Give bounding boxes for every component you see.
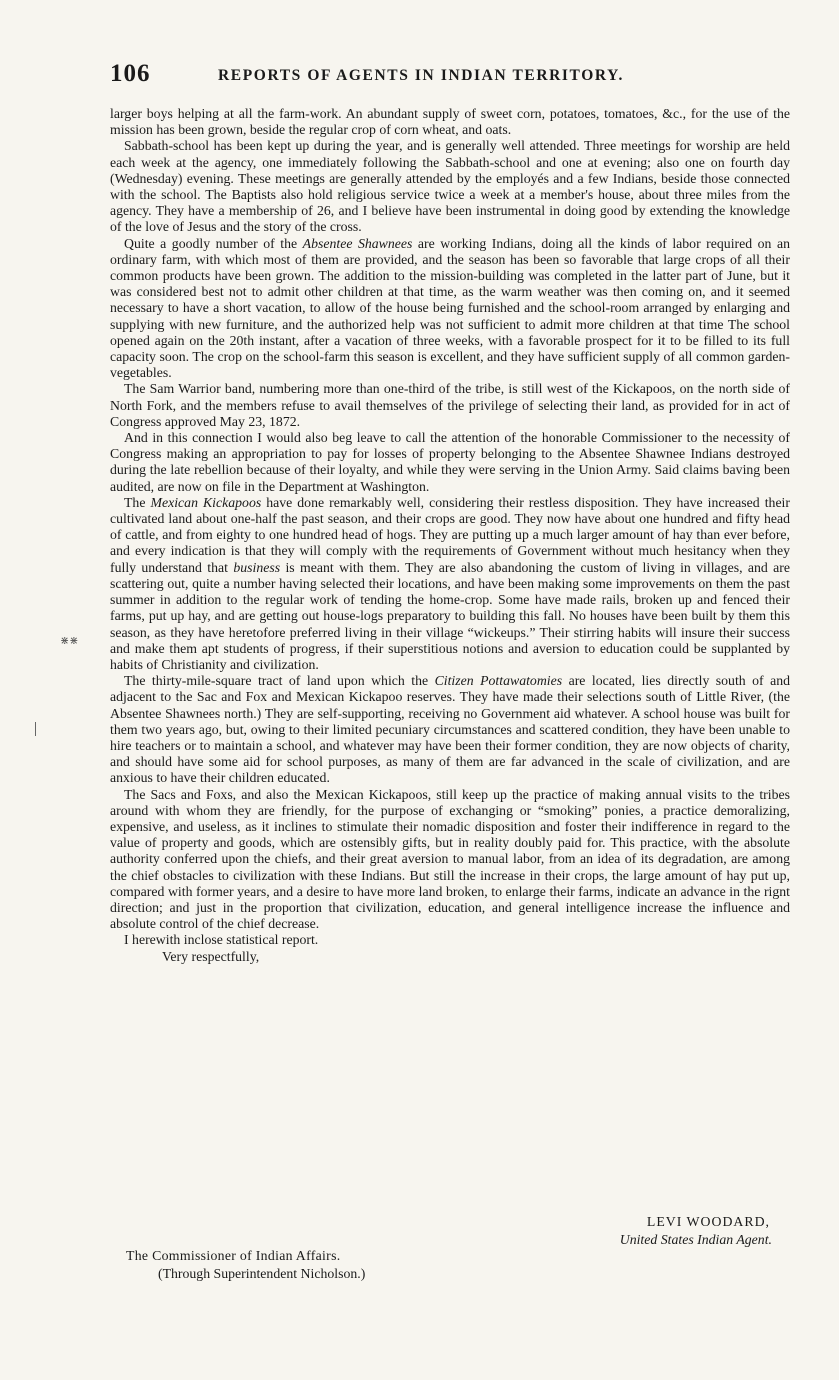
addressee-through: (Through Superintendent Nicholson.) — [158, 1266, 366, 1281]
paragraph-sacs-and-foxs: The Sacs and Foxs, and also the Mexican Kickapoos, still keep up the practice of making annual visits to the tribes around with whom they are friendly, for the purpose of exchanging or “smoking” ponies, a practice demoralizing, expensive, and useless, as it inclines to stimulate their nomadic disposition and foster their indifference in regard to the value of property and goods, which are ostensibly gifts, but in reality doubly paid for. This practice, with the absolute authority conferred upon the chiefs, and their great aversion to manual labor, from an idea of its degradation, are among the chief obstacles to civilization with these Indians. But still the increase in their crops, the large amount of hay put up, compared with former years, and a desire to have more land broken, to enlarge their farms, indicate an advance in the rignt direction; and just in the proportion that civilization, education, and general intelligence increase the influence and absolute control of the chief decrease. — [110, 786, 790, 932]
paragraph-farm-work: larger boys helping at all the farm-work. An abundant supply of sweet corn, potatoes, tomatoes, &c., for the use of the mission has been grown, beside the regular crop of corn wheat, and oats. — [110, 106, 790, 138]
paragraph-citizen-pottawatomies — [110, 673, 790, 786]
text-run: are located, lies directly south of and adjacent to the Sac and Fox and Mexican Kickapoo reserves. They have made their selections south of Little River, (the Absentee Shawnees north.) They are self-supporting, receiving no Government aid whatever. A school house was built for them two years ago, but, owing to their limited pecuniary circumstances and scattered condition, they have been unable to hire teachers or to maintain a school, and whatever may have been their former condition, they are now objects of charity, and should have some aid for school purposes, as many of them are far advanced in the scale of civilization, and are anxious to have their children educated. — [110, 673, 790, 786]
paragraph-sabbath-school: Sabbath-school has been kept up during the year, and is generally well attended. Three meetings for worship are held each week at the agency, one immediately following the Sabbath-school and one at evening; also one on fourth day (Wednesday) evening. These meetings are generally attended by the employés and a few Indians, beside those connected with the school. The Baptists also hold religious service twice a week at a member's house, about three miles from the agency. They have a membership of 26, and I believe have been instrumental in doing good by extending the knowledge of the love of Jesus and the story of the cross. — [110, 138, 790, 235]
running-head: REPORTS OF AGENTS IN INDIAN TERRITORY. — [218, 67, 624, 84]
emphasis-tribe-name: Citizen Pottawatomies — [434, 673, 563, 689]
margin-tick-mark — [35, 722, 36, 736]
signature-block — [110, 1212, 790, 1292]
text-run: Quite a goodly number of the — [124, 235, 303, 251]
margin-ink-mark: ⋇⋇ — [60, 635, 79, 647]
paragraph-sam-warrior-band: The Sam Warrior band, numbering more than one-third of the tribe, is still west of the Kickapoos, on the north side of North Fork, and the members refuse to avail themselves of the privilege of selecting their land, as provided for in act of Congress approved May 23, 1872. — [110, 381, 790, 429]
text-run: The thirty-mile-square tract of land upon which the — [124, 673, 435, 689]
signatory-title: United States Indian Agent. — [619, 1232, 772, 1247]
report-body — [110, 106, 790, 965]
text-run: is meant with them. They are also abandoning the custom of living in villages, and are scattering out, quite a number having selected their locations, and have been making some improvements on them the past summer in addition to the regular work of tending the home-crop. Some have made rails, broken up and fenced their farms, put up hay, and are getting out house-logs preparatory to building this fall. No houses have been built by them this season, as they have heretofore preferred living in their village “wickeups.” Their stirring habits will insure their success and make them apt students of progress, if their superstitious notions and aversion to education could be supplanted by habits of Christianity and civilization. — [110, 559, 790, 672]
text-run: have done remarkably well, considering their restless disposition. They have increased their cultivated land about one-half the past season, and their crops are good. They now have about one hundred and fifty head of cattle, and from eighty to one hundred head of hogs. They are putting up a much larger amount of hay than ever before, and every indication is that they will comply with the requirements of Government without much hesitancy when they fully understand that — [110, 494, 790, 575]
page-header — [110, 60, 790, 96]
closing-line: I herewith inclose statistical report. — [124, 932, 319, 948]
signatory-name: LEVI WOODARD, — [646, 1214, 770, 1229]
paragraph-absentee-shawnees — [110, 236, 790, 382]
addressee-line: The Commissioner of Indian Affairs. — [126, 1248, 341, 1263]
page-number: 106 — [110, 60, 151, 87]
emphasis-word: business — [233, 559, 281, 575]
emphasis-tribe-name: Mexican Kickapoos — [150, 494, 262, 510]
text-run: are working Indians, doing all the kinds of labor required on an ordinary farm, with which most of them are provided, and the season has been so favorable that large crops of all their common products have been grown. The addition to the mission-building was completed in the latter part of June, but it was considered best not to admit other children at that time, as the warm weather was then coming on, and it seemed necessary to have a short vacation, to allow of the house being furnished and the school-room arranged by enlarging and supplying with new furniture, and the authorized help was not sufficient to admit more children at that time The school opened again on the 20th instant, after a vacation of three weeks, with a favorable prospect for it to be filled to its full capacity soon. The crop on the school-farm this season is excellent, and they have sufficient supply of all common garden-vegetables. — [110, 235, 790, 381]
paragraph-claims: And in this connection I would also beg leave to call the attention of the honorable Commissioner to the necessity of Congress making an appropriation to pay for losses of property belonging to the Absentee Shawnee Indians destroyed during the late rebellion because of their loyalty, and while they were serving in the Union Army. Said claims baving been audited, are now on file in the Department at Washington. — [110, 430, 790, 494]
paragraph-mexican-kickapoos — [110, 495, 790, 673]
emphasis-tribe-name: Absentee Shawnees — [302, 235, 413, 251]
closing-salutation: Very respectfully, — [162, 948, 260, 964]
text-run: The — [124, 494, 151, 510]
